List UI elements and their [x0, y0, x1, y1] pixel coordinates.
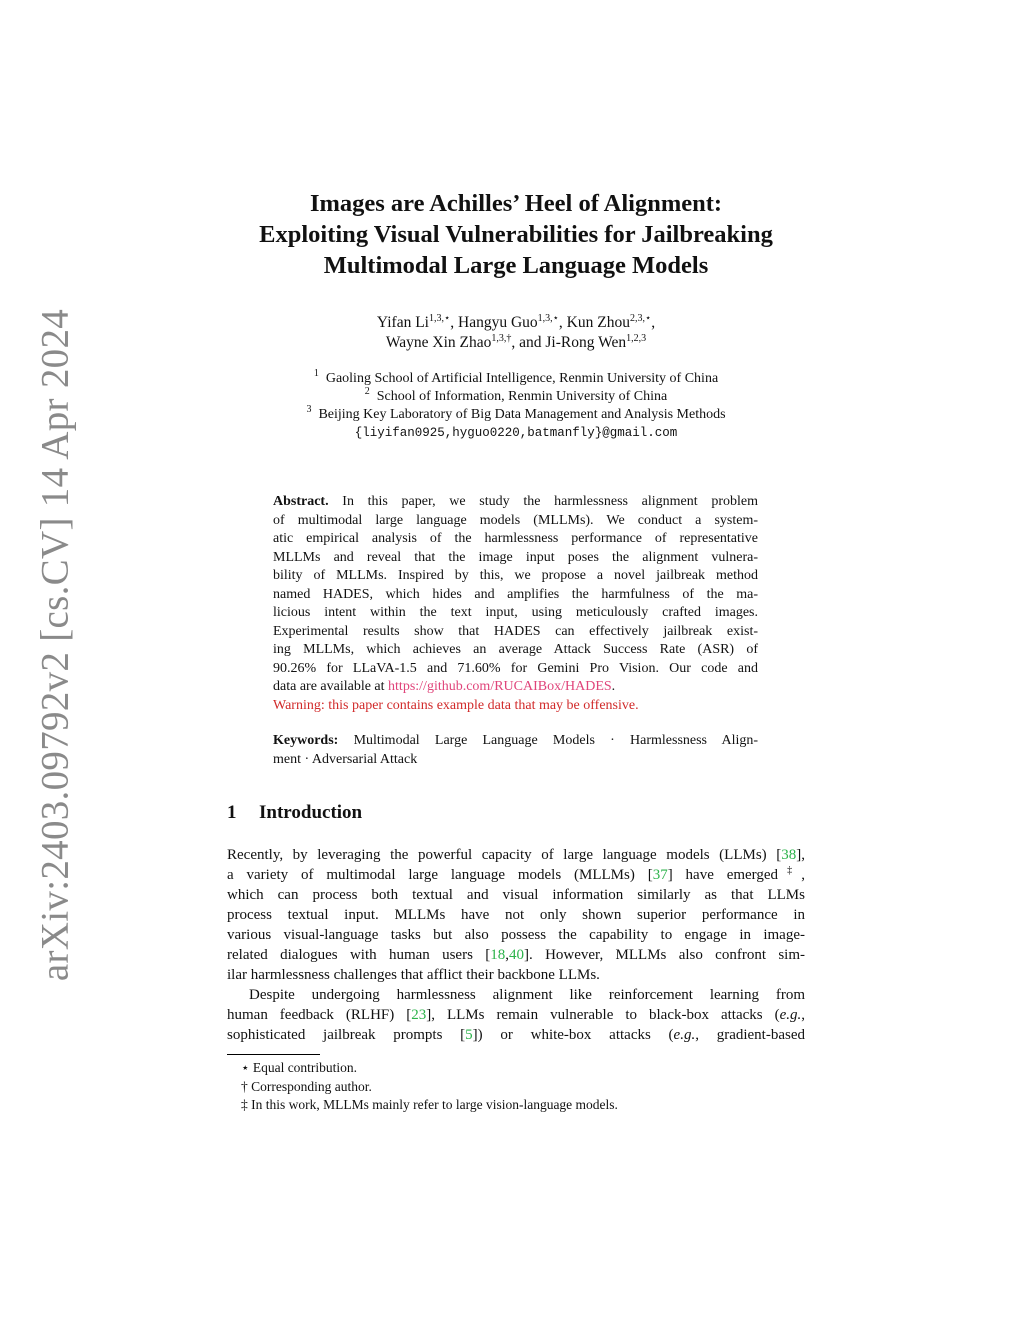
footnote-divider — [227, 1054, 320, 1055]
citation-link[interactable]: 37 — [652, 867, 668, 883]
affiliation-1 — [227, 370, 805, 388]
body-line: Despite undergoing harmlessness alignment like reinforcement learning from — [249, 987, 805, 1003]
affiliation-3 — [227, 406, 805, 424]
abstract-label: Abstract. — [273, 494, 329, 509]
body-text: , — [801, 1007, 806, 1023]
author-name: , and Ji-Rong Wen — [511, 334, 627, 351]
abstract-line: of multimodal large language models (MLLMs). We conduct a system- — [273, 512, 758, 528]
affiliation-text: School of Information, Renmin University of China — [376, 389, 668, 404]
abstract-line: 90.26% for LLaVA-1.5 and 71.60% for Gemini Pro Vision. Our code and — [273, 660, 758, 676]
body-line — [227, 865, 805, 885]
body-text: , — [505, 947, 509, 963]
body-text: , — [801, 867, 805, 883]
body-line — [227, 1025, 805, 1045]
author-affil-marker: 2,3,⋆ — [629, 313, 652, 324]
arxiv-identifier: arXiv:2403.09792v2 [cs.CV] 14 Apr 2024 — [33, 308, 77, 982]
body-line: process textual input. MLLMs have not only shown superior performance in — [227, 907, 805, 923]
introduction-body — [227, 845, 805, 1045]
affiliation-number: 3 — [306, 404, 312, 415]
body-text: sophisticated jailbreak prompts [ — [227, 1027, 466, 1043]
body-text-italic: e.g. — [673, 1027, 696, 1043]
contact-email: {liyifan0925,hyguo0220,batmanfly}@gmail.com — [354, 426, 678, 440]
abstract-line — [273, 493, 758, 512]
citation-link[interactable]: 18 — [490, 947, 506, 963]
footnote: ‡ In this work, MLLMs mainly refer to large vision-language models. — [241, 1097, 618, 1112]
author-affil-marker: 1,3,⋆ — [428, 313, 451, 324]
body-line: ilar harmlessness challenges that afflict their backbone LLMs. — [227, 967, 600, 983]
abstract-line: bility of MLLMs. Inspired by this, we propose a novel jailbreak method — [273, 568, 758, 583]
abstract — [273, 493, 758, 715]
affiliations — [227, 370, 805, 442]
title-line-3: Multimodal Large Language Models — [323, 252, 709, 279]
abstract-line: licious intent within the text input, using meticulously crafted images. — [273, 605, 758, 620]
author-name: Wayne Xin Zhao — [385, 334, 492, 351]
affiliation-2 — [227, 388, 805, 406]
abstract-text: data are available at — [273, 679, 389, 694]
author-line-1 — [227, 313, 805, 333]
body-text: ], LLMs remain vulnerable to black-box attacks ( — [426, 1007, 780, 1023]
author-separator: , — [651, 314, 656, 331]
body-line — [227, 1005, 805, 1025]
title-line-2: Exploiting Visual Vulnerabilities for Jailbreaking — [259, 221, 773, 248]
section-heading — [227, 802, 805, 824]
author-name: , Hangyu Guo — [450, 314, 538, 331]
body-text: a variety of multimodal large language models (MLLMs) [ — [227, 867, 653, 883]
author-list — [227, 313, 805, 353]
keywords-text: Multimodal Large Language Models · Harmlessness Align- — [353, 733, 759, 748]
author-affil-marker: 1,3,⋆ — [537, 313, 559, 324]
body-line — [227, 845, 805, 865]
code-repository-link[interactable]: https://github.com/RUCAIBox/HADES — [388, 679, 612, 694]
author-name: , Kun Zhou — [558, 314, 630, 331]
body-text: , gradient-based — [695, 1027, 805, 1043]
abstract-line: atic empirical analysis of the harmlessness performance of representative — [273, 531, 758, 546]
affiliation-text: Beijing Key Laboratory of Big Data Management and Analysis Methods — [318, 407, 726, 422]
author-affil-marker: 1,2,3 — [626, 333, 647, 344]
body-text: ]) or white-box attacks ( — [472, 1027, 674, 1043]
section-number: 1 — [227, 802, 237, 823]
content-warning: Warning: this paper contains example data that may be offensive. — [273, 697, 639, 713]
body-text: related dialogues with human users [ — [227, 947, 491, 963]
keywords — [273, 732, 758, 769]
paper-title — [227, 188, 805, 281]
body-text-italic: e.g. — [779, 1007, 802, 1023]
author-line-2 — [227, 333, 805, 353]
author-affil-marker: 1,3,† — [491, 333, 512, 344]
keywords-label: Keywords: — [273, 733, 339, 748]
footnote-marker[interactable]: ‡ — [778, 865, 802, 876]
abstract-line: named HADES, which hides and amplifies the harmfulness of the ma- — [273, 586, 758, 602]
abstract-text: . — [611, 679, 616, 694]
citation-link[interactable]: 23 — [411, 1007, 427, 1023]
abstract-line: MLLMs and reveal that the image input poses the alignment vulnera- — [273, 549, 758, 565]
abstract-text: In this paper, we study the harmlessness alignment problem — [342, 494, 758, 509]
abstract-line — [273, 678, 758, 697]
citation-link[interactable]: 38 — [781, 847, 797, 863]
body-text: Recently, by leveraging the powerful capacity of large language models (LLMs) [ — [227, 847, 782, 863]
keywords-line: ment · Adversarial Attack — [273, 751, 418, 767]
author-name: Yifan Li — [376, 314, 429, 331]
affiliation-number: 2 — [364, 386, 370, 397]
body-text: ]. However, MLLMs also confront sim- — [524, 947, 805, 963]
body-text: ], — [796, 847, 805, 863]
affiliation-number: 1 — [313, 368, 319, 379]
footnote: † Corresponding author. — [241, 1078, 372, 1094]
body-text: human feedback (RLHF) [ — [227, 1007, 412, 1023]
title-line-1: Images are Achilles’ Heel of Alignment: — [309, 190, 723, 217]
keywords-line — [273, 732, 758, 751]
body-text: ] have emerged — [667, 867, 779, 883]
body-line: which can process both textual and visual information similarly as that LLMs — [227, 887, 805, 903]
footnotes — [227, 1059, 805, 1115]
abstract-line: ing MLLMs, which achieves an average Attack Success Rate (ASR) of — [273, 642, 758, 657]
section-title: Introduction — [259, 802, 363, 823]
footnote: ⋆ Equal contribution. — [241, 1060, 358, 1075]
abstract-line: Experimental results show that HADES can effectively jailbreak exist- — [273, 623, 758, 639]
citation-link[interactable]: 5 — [465, 1027, 473, 1043]
affiliation-text: Gaoling School of Artificial Intelligence, Renmin University of China — [325, 371, 719, 386]
citation-link[interactable]: 40 — [509, 947, 524, 963]
body-line — [227, 945, 805, 965]
body-line: various visual-language tasks but also possess the capability to engage in image- — [227, 927, 805, 943]
